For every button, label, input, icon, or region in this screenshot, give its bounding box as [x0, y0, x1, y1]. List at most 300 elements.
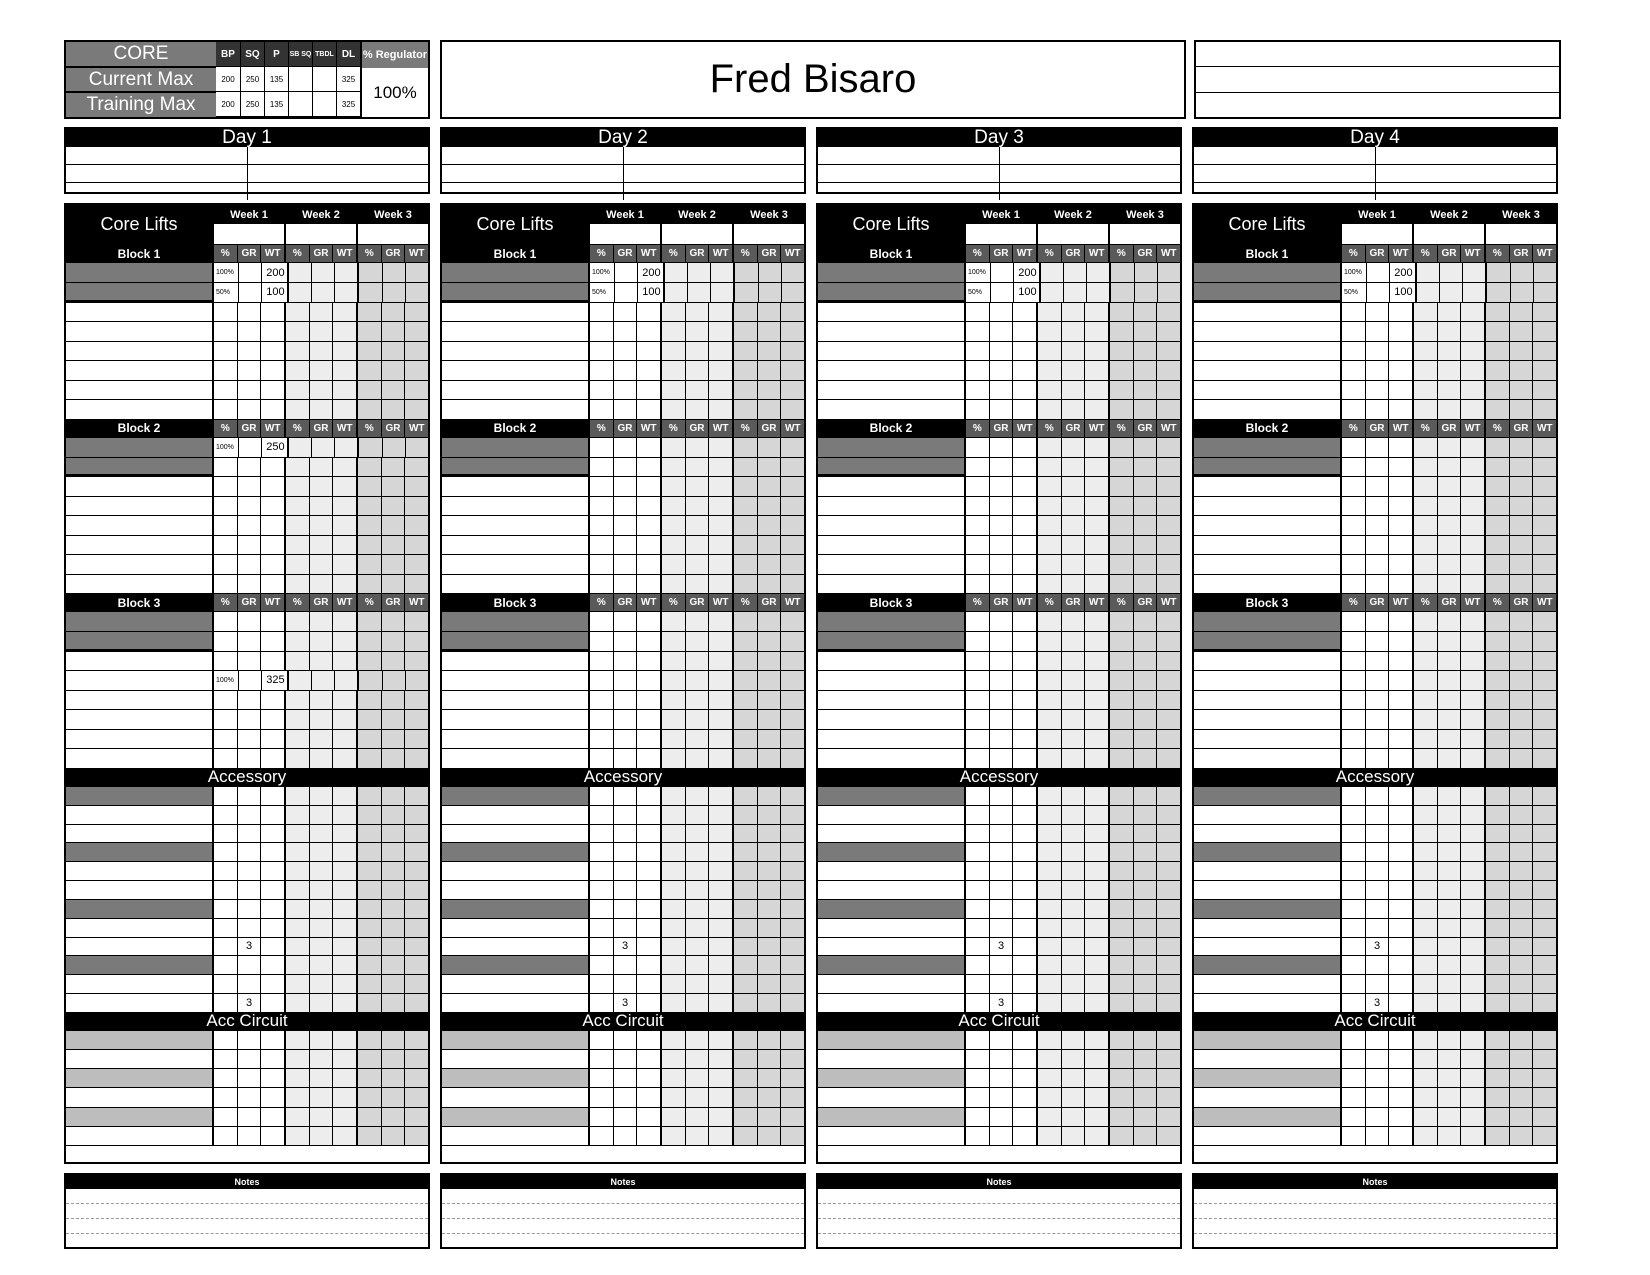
grid-cell[interactable]: [1389, 730, 1414, 749]
grid-cell[interactable]: [239, 438, 262, 457]
grid-cell[interactable]: [1342, 843, 1366, 861]
grid-cell[interactable]: [405, 477, 428, 496]
grid-cell[interactable]: [686, 994, 710, 1012]
grid-cell[interactable]: [590, 730, 614, 749]
exercise-name-cell[interactable]: [442, 881, 590, 899]
grid-cell[interactable]: [238, 555, 262, 574]
grid-cell[interactable]: [1038, 843, 1062, 861]
grid-cell[interactable]: [614, 1031, 638, 1049]
grid-cell[interactable]: [1342, 632, 1366, 651]
grid-cell[interactable]: [1414, 862, 1438, 880]
grid-cell[interactable]: [333, 632, 358, 651]
grid-cell[interactable]: [1134, 691, 1158, 710]
grid-cell[interactable]: [1342, 825, 1366, 843]
grid-cell[interactable]: [1533, 710, 1556, 729]
notes-line[interactable]: [66, 1204, 428, 1219]
grid-cell[interactable]: [1366, 477, 1390, 496]
exercise-name-cell[interactable]: [818, 1108, 966, 1126]
grid-cell[interactable]: [1157, 806, 1180, 824]
grid-cell[interactable]: [590, 975, 614, 993]
grid-cell[interactable]: [966, 458, 990, 477]
grid-cell[interactable]: [1534, 283, 1556, 302]
day-info-cell[interactable]: [1376, 147, 1557, 164]
grid-cell[interactable]: [1510, 919, 1534, 937]
grid-cell[interactable]: [1342, 458, 1366, 477]
grid-cell[interactable]: [590, 497, 614, 516]
grid-cell[interactable]: [1486, 1031, 1510, 1049]
grid-cell[interactable]: [758, 652, 782, 671]
grid-cell[interactable]: [1510, 303, 1534, 322]
grid-cell[interactable]: [1389, 671, 1414, 690]
grid-cell[interactable]: [758, 938, 782, 956]
grid-cell[interactable]: [1461, 1031, 1486, 1049]
grid-cell[interactable]: [1486, 536, 1510, 555]
grid-cell[interactable]: [637, 843, 662, 861]
grid-cell[interactable]: [1110, 843, 1134, 861]
exercise-name-cell[interactable]: [1194, 477, 1342, 496]
grid-cell[interactable]: [1461, 322, 1486, 341]
grid-cell[interactable]: [1134, 1088, 1158, 1106]
grid-cell[interactable]: [1366, 632, 1390, 651]
grid-cell[interactable]: [1461, 575, 1486, 594]
grid-cell[interactable]: [1461, 361, 1486, 380]
grid-cell[interactable]: [758, 381, 782, 400]
grid-cell[interactable]: [238, 497, 262, 516]
grid-cell[interactable]: [1134, 458, 1158, 477]
grid-cell[interactable]: [1438, 919, 1462, 937]
grid-cell[interactable]: [758, 322, 782, 341]
grid-cell[interactable]: [1438, 843, 1462, 861]
grid-cell[interactable]: [990, 303, 1014, 322]
grid-cell[interactable]: [359, 263, 382, 282]
grid-cell[interactable]: [214, 749, 238, 768]
grid-cell[interactable]: [637, 1127, 662, 1145]
grid-cell[interactable]: [662, 900, 686, 918]
grid-cell[interactable]: [310, 632, 334, 651]
grid-cell[interactable]: [781, 458, 804, 477]
grid-cell[interactable]: [590, 361, 614, 380]
grid-cell[interactable]: [1461, 381, 1486, 400]
grid-cell[interactable]: [662, 381, 686, 400]
info-line[interactable]: [1196, 93, 1559, 117]
grid-cell[interactable]: [1110, 919, 1134, 937]
grid-cell[interactable]: [990, 438, 1014, 457]
day-info-cell[interactable]: [1376, 183, 1557, 200]
grid-cell[interactable]: [1110, 516, 1134, 535]
grid-cell[interactable]: [1463, 263, 1487, 282]
grid-cell[interactable]: [637, 652, 662, 671]
grid-cell[interactable]: [261, 652, 286, 671]
grid-cell[interactable]: [709, 900, 734, 918]
grid-cell[interactable]: [1062, 612, 1086, 631]
grid-cell[interactable]: [358, 1127, 382, 1145]
grid-cell[interactable]: [637, 956, 662, 974]
grid-cell[interactable]: [1510, 862, 1534, 880]
grid-cell[interactable]: [990, 843, 1014, 861]
grid-cell[interactable]: [239, 263, 262, 282]
grid-cell[interactable]: [238, 1069, 262, 1087]
grid-cell[interactable]: [1438, 1069, 1462, 1087]
grid-cell[interactable]: [214, 956, 238, 974]
grid-cell[interactable]: [406, 671, 428, 690]
grid-cell[interactable]: [614, 806, 638, 824]
grid-cell[interactable]: [709, 1050, 734, 1068]
grid-cell[interactable]: [637, 555, 662, 574]
grid-cell[interactable]: [1342, 1127, 1366, 1145]
grid-cell[interactable]: [286, 994, 310, 1012]
grid-cell[interactable]: 3: [238, 994, 262, 1012]
grid-cell[interactable]: [709, 710, 734, 729]
grid-cell[interactable]: [758, 303, 782, 322]
grid-cell[interactable]: [1533, 900, 1556, 918]
grid-cell[interactable]: [1038, 497, 1062, 516]
grid-cell[interactable]: [1342, 787, 1366, 805]
grid-cell[interactable]: [758, 575, 782, 594]
grid-cell[interactable]: [310, 710, 334, 729]
grid-cell[interactable]: [1366, 1031, 1390, 1049]
grid-cell[interactable]: [966, 400, 990, 419]
grid-cell[interactable]: [662, 956, 686, 974]
grid-cell[interactable]: [1062, 671, 1086, 690]
grid-cell[interactable]: [1461, 862, 1486, 880]
grid-cell[interactable]: [261, 975, 286, 993]
grid-cell[interactable]: [1342, 575, 1366, 594]
grid-cell[interactable]: [758, 975, 782, 993]
grid-cell[interactable]: [781, 994, 804, 1012]
exercise-name-cell[interactable]: [818, 1031, 966, 1049]
exercise-name-cell[interactable]: [442, 361, 590, 380]
grid-cell[interactable]: [709, 825, 734, 843]
grid-cell[interactable]: [662, 477, 686, 496]
grid-cell[interactable]: [310, 516, 334, 535]
grid-cell[interactable]: [1461, 400, 1486, 419]
grid-cell[interactable]: [1062, 900, 1086, 918]
grid-cell[interactable]: [1510, 361, 1534, 380]
grid-cell[interactable]: [1438, 787, 1462, 805]
grid-cell[interactable]: [1367, 283, 1390, 302]
grid-cell[interactable]: [358, 361, 382, 380]
exercise-name-cell[interactable]: [66, 806, 214, 824]
grid-cell[interactable]: [382, 994, 406, 1012]
grid-cell[interactable]: [383, 671, 406, 690]
grid-cell[interactable]: [759, 263, 782, 282]
grid-cell[interactable]: [1013, 938, 1038, 956]
notes-line[interactable]: [818, 1189, 1180, 1204]
grid-cell[interactable]: [615, 263, 638, 282]
grid-cell[interactable]: [261, 400, 286, 419]
exercise-name-cell[interactable]: [818, 381, 966, 400]
grid-cell[interactable]: [781, 710, 804, 729]
grid-cell[interactable]: [781, 303, 804, 322]
grid-cell[interactable]: [711, 263, 735, 282]
exercise-name-cell[interactable]: [1194, 632, 1342, 651]
grid-cell[interactable]: [781, 652, 804, 671]
grid-cell[interactable]: [358, 652, 382, 671]
grid-cell[interactable]: [1038, 322, 1062, 341]
grid-cell[interactable]: [310, 691, 334, 710]
grid-cell[interactable]: [1013, 322, 1038, 341]
exercise-name-cell[interactable]: [66, 1069, 214, 1087]
grid-cell[interactable]: [614, 1108, 638, 1126]
grid-cell[interactable]: [405, 632, 428, 651]
grid-cell[interactable]: 325: [262, 671, 288, 690]
exercise-name-cell[interactable]: [1194, 536, 1342, 555]
grid-cell[interactable]: [1486, 994, 1510, 1012]
grid-cell[interactable]: [333, 881, 358, 899]
grid-cell[interactable]: [686, 691, 710, 710]
grid-cell[interactable]: [966, 303, 990, 322]
grid-cell[interactable]: [1486, 497, 1510, 516]
grid-cell[interactable]: 100%: [1342, 263, 1367, 282]
grid-cell[interactable]: [709, 1108, 734, 1126]
grid-cell[interactable]: [382, 900, 406, 918]
grid-cell[interactable]: [1110, 536, 1134, 555]
exercise-name-cell[interactable]: [1194, 825, 1342, 843]
grid-cell[interactable]: [614, 652, 638, 671]
day-info-cell[interactable]: [1376, 165, 1557, 182]
grid-cell[interactable]: [358, 612, 382, 631]
grid-cell[interactable]: [1038, 632, 1062, 651]
grid-cell[interactable]: [1414, 825, 1438, 843]
grid-cell[interactable]: [1510, 612, 1534, 631]
grid-cell[interactable]: [1062, 477, 1086, 496]
grid-cell[interactable]: [1134, 516, 1158, 535]
grid-cell[interactable]: [734, 652, 758, 671]
grid-cell[interactable]: [1134, 919, 1158, 937]
grid-cell[interactable]: [709, 881, 734, 899]
notes-line[interactable]: [442, 1234, 804, 1248]
grid-cell[interactable]: [709, 919, 734, 937]
grid-cell[interactable]: [1062, 843, 1086, 861]
grid-cell[interactable]: [382, 497, 406, 516]
grid-cell[interactable]: [590, 1127, 614, 1145]
grid-cell[interactable]: [310, 322, 334, 341]
grid-cell[interactable]: [637, 361, 662, 380]
day-info-cell[interactable]: [442, 147, 624, 164]
grid-cell[interactable]: [1366, 710, 1390, 729]
exercise-name-cell[interactable]: [442, 342, 590, 361]
grid-cell[interactable]: [615, 283, 638, 302]
grid-cell[interactable]: [781, 691, 804, 710]
exercise-name-cell[interactable]: [1194, 1108, 1342, 1126]
week-date-cell[interactable]: [1110, 224, 1180, 244]
grid-cell[interactable]: [1085, 1069, 1110, 1087]
grid-cell[interactable]: [662, 1069, 686, 1087]
grid-cell[interactable]: [286, 632, 310, 651]
grid-cell[interactable]: [1013, 1031, 1038, 1049]
grid-cell[interactable]: [286, 862, 310, 880]
grid-cell[interactable]: [333, 1088, 358, 1106]
grid-cell[interactable]: [238, 825, 262, 843]
grid-cell[interactable]: [405, 516, 428, 535]
grid-cell[interactable]: [261, 881, 286, 899]
grid-cell[interactable]: [405, 361, 428, 380]
grid-cell[interactable]: [1414, 749, 1438, 768]
exercise-name-cell[interactable]: [442, 283, 590, 302]
grid-cell[interactable]: 3: [1366, 938, 1390, 956]
grid-cell[interactable]: [1110, 458, 1134, 477]
grid-cell[interactable]: [662, 862, 686, 880]
grid-cell[interactable]: [1085, 806, 1110, 824]
grid-cell[interactable]: [405, 787, 428, 805]
grid-cell[interactable]: [1085, 994, 1110, 1012]
exercise-name-cell[interactable]: [442, 1127, 590, 1145]
grid-cell[interactable]: [990, 652, 1014, 671]
grid-cell[interactable]: [734, 536, 758, 555]
grid-cell[interactable]: [1038, 361, 1062, 380]
grid-cell[interactable]: [1366, 843, 1390, 861]
grid-cell[interactable]: [590, 381, 614, 400]
grid-cell[interactable]: [734, 516, 758, 535]
grid-cell[interactable]: [1533, 956, 1556, 974]
grid-cell[interactable]: 100: [262, 283, 288, 302]
grid-cell[interactable]: [286, 730, 310, 749]
exercise-name-cell[interactable]: [66, 825, 214, 843]
grid-cell[interactable]: [310, 575, 334, 594]
grid-cell[interactable]: [1389, 1108, 1414, 1126]
grid-cell[interactable]: [1461, 555, 1486, 574]
grid-cell[interactable]: [709, 381, 734, 400]
grid-cell[interactable]: [1366, 555, 1390, 574]
grid-cell[interactable]: [333, 303, 358, 322]
exercise-name-cell[interactable]: [66, 342, 214, 361]
grid-cell[interactable]: [1110, 497, 1134, 516]
grid-cell[interactable]: [966, 555, 990, 574]
grid-cell[interactable]: [1342, 516, 1366, 535]
grid-cell[interactable]: [405, 342, 428, 361]
grid-cell[interactable]: [1461, 632, 1486, 651]
grid-cell[interactable]: [382, 919, 406, 937]
grid-cell[interactable]: [1038, 1050, 1062, 1068]
grid-cell[interactable]: [238, 632, 262, 651]
grid-cell[interactable]: [990, 458, 1014, 477]
grid-cell[interactable]: [1134, 806, 1158, 824]
grid-cell[interactable]: [289, 283, 312, 302]
grid-cell[interactable]: [1110, 806, 1134, 824]
grid-cell[interactable]: [1342, 938, 1366, 956]
exercise-name-cell[interactable]: [1194, 283, 1342, 302]
grid-cell[interactable]: [990, 342, 1014, 361]
grid-cell[interactable]: [1486, 400, 1510, 419]
grid-cell[interactable]: [1110, 575, 1134, 594]
grid-cell[interactable]: [1038, 652, 1062, 671]
exercise-name-cell[interactable]: [442, 381, 590, 400]
grid-cell[interactable]: [709, 1088, 734, 1106]
exercise-name-cell[interactable]: [442, 400, 590, 419]
exercise-name-cell[interactable]: [1194, 1031, 1342, 1049]
grid-cell[interactable]: 50%: [966, 283, 991, 302]
grid-cell[interactable]: [286, 825, 310, 843]
grid-cell[interactable]: [405, 303, 428, 322]
grid-cell[interactable]: [1157, 1050, 1180, 1068]
grid-cell[interactable]: [1110, 438, 1134, 457]
grid-cell[interactable]: 3: [614, 994, 638, 1012]
grid-cell[interactable]: [1062, 710, 1086, 729]
grid-cell[interactable]: [662, 361, 686, 380]
grid-cell[interactable]: [1110, 862, 1134, 880]
grid-cell[interactable]: [990, 612, 1014, 631]
grid-cell[interactable]: [286, 938, 310, 956]
exercise-name-cell[interactable]: [442, 975, 590, 993]
grid-cell[interactable]: [1366, 1127, 1390, 1145]
grid-cell[interactable]: [781, 322, 804, 341]
grid-cell[interactable]: [590, 652, 614, 671]
grid-cell[interactable]: [590, 1031, 614, 1049]
grid-cell[interactable]: [709, 458, 734, 477]
grid-cell[interactable]: [966, 497, 990, 516]
grid-cell[interactable]: [310, 938, 334, 956]
grid-cell[interactable]: [758, 1069, 782, 1087]
grid-cell[interactable]: [358, 975, 382, 993]
grid-cell[interactable]: [734, 342, 758, 361]
grid-cell[interactable]: [1085, 381, 1110, 400]
grid-cell[interactable]: [709, 938, 734, 956]
grid-cell[interactable]: [966, 691, 990, 710]
grid-cell[interactable]: [1414, 381, 1438, 400]
grid-cell[interactable]: [214, 806, 238, 824]
day-info-cell[interactable]: [1000, 165, 1181, 182]
grid-cell[interactable]: [990, 632, 1014, 651]
grid-cell[interactable]: [261, 477, 286, 496]
exercise-name-cell[interactable]: [1194, 710, 1342, 729]
grid-cell[interactable]: [286, 787, 310, 805]
grid-cell[interactable]: [1366, 749, 1390, 768]
grid-cell[interactable]: [688, 283, 711, 302]
grid-cell[interactable]: [781, 575, 804, 594]
grid-cell[interactable]: [734, 1050, 758, 1068]
grid-cell[interactable]: [1157, 477, 1180, 496]
grid-cell[interactable]: [781, 477, 804, 496]
grid-cell[interactable]: [1414, 881, 1438, 899]
grid-cell[interactable]: [1038, 975, 1062, 993]
grid-cell[interactable]: [1533, 1127, 1556, 1145]
exercise-name-cell[interactable]: [1194, 303, 1342, 322]
grid-cell[interactable]: [1085, 342, 1110, 361]
grid-cell[interactable]: [1389, 975, 1414, 993]
grid-cell[interactable]: [358, 994, 382, 1012]
grid-cell[interactable]: [1366, 381, 1390, 400]
grid-cell[interactable]: [637, 730, 662, 749]
exercise-name-cell[interactable]: [66, 1031, 214, 1049]
grid-cell[interactable]: [1389, 862, 1414, 880]
grid-cell[interactable]: [990, 477, 1014, 496]
grid-cell[interactable]: [1414, 652, 1438, 671]
grid-cell[interactable]: [1157, 671, 1180, 690]
exercise-name-cell[interactable]: [442, 787, 590, 805]
grid-cell[interactable]: [333, 1031, 358, 1049]
grid-cell[interactable]: [1013, 730, 1038, 749]
grid-cell[interactable]: [286, 710, 310, 729]
exercise-name-cell[interactable]: [66, 632, 214, 651]
grid-cell[interactable]: [382, 825, 406, 843]
exercise-name-cell[interactable]: [442, 938, 590, 956]
grid-cell[interactable]: [1038, 536, 1062, 555]
grid-cell[interactable]: [1342, 381, 1366, 400]
grid-cell[interactable]: [1366, 516, 1390, 535]
grid-cell[interactable]: [781, 632, 804, 651]
grid-cell[interactable]: [1342, 322, 1366, 341]
grid-cell[interactable]: [1461, 612, 1486, 631]
grid-cell[interactable]: [1440, 263, 1463, 282]
grid-cell[interactable]: [637, 862, 662, 880]
grid-cell[interactable]: [709, 994, 734, 1012]
grid-cell[interactable]: [1134, 730, 1158, 749]
grid-cell[interactable]: [614, 730, 638, 749]
grid-cell[interactable]: [310, 1088, 334, 1106]
grid-cell[interactable]: [1110, 749, 1134, 768]
grid-cell[interactable]: [662, 536, 686, 555]
grid-cell[interactable]: [781, 787, 804, 805]
